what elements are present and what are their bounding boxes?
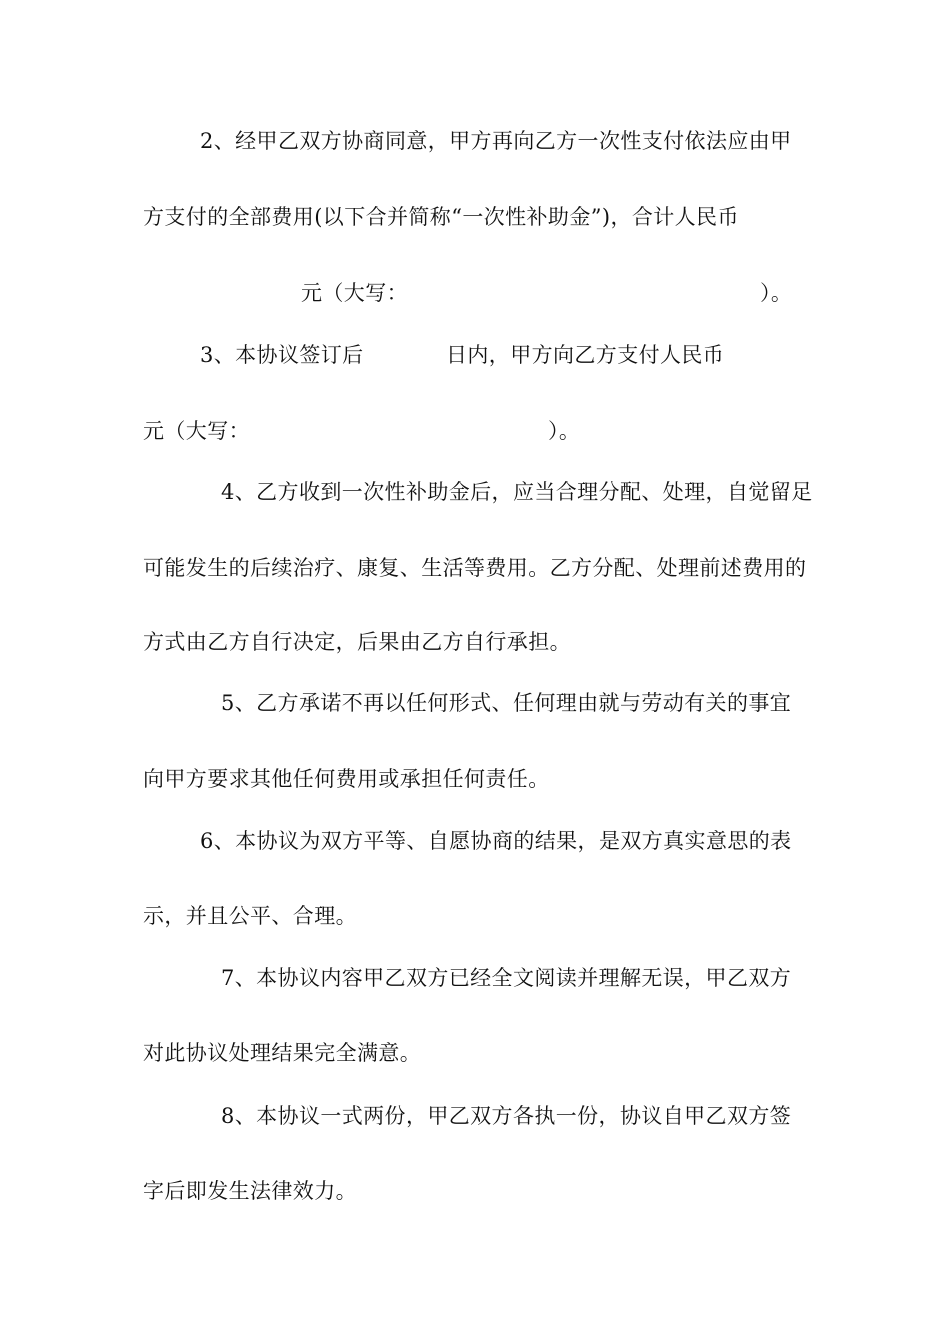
clause-6-line-1: 6、本协议为双方平等、自愿协商的结果，是双方真实意思的表 [200, 829, 792, 853]
clause-2-line-1: 2、经甲乙双方协商同意，甲方再向乙方一次性支付依法应由甲 [200, 129, 792, 153]
clause-2-amount-close: ）。 [760, 281, 793, 305]
clause-5-line-2: 向甲方要求其他任何费用或承担任何责任。 [143, 767, 550, 791]
clause-2-line-2: 方支付的全部费用(以下合并简称“一次性补助金”)，合计人民币 [143, 205, 739, 229]
clause-4-line-3: 方式由乙方自行决定，后果由乙方自行承担。 [143, 630, 571, 654]
clause-8-line-1: 8、本协议一式两份，甲乙双方各执一份，协议自甲乙双方签 [221, 1104, 792, 1128]
clause-3-amount-close: ）。 [548, 419, 581, 443]
clause-7-line-1: 7、本协议内容甲乙双方已经全文阅读并理解无误，甲乙双方 [221, 966, 792, 990]
clause-4-line-1: 4、乙方收到一次性补助金后，应当合理分配、处理，自觉留足 [221, 480, 813, 504]
clause-7-line-2: 对此协议处理结果完全满意。 [143, 1041, 422, 1065]
clause-3-line-1b: 日内，甲方向乙方支付人民币 [446, 343, 725, 367]
clause-2-amount-label: 元（大写： [301, 281, 408, 305]
clause-8-line-2: 字后即发生法律效力。 [143, 1179, 357, 1203]
clause-6-line-2: 示，并且公平、合理。 [143, 904, 357, 928]
clause-5-line-1: 5、乙方承诺不再以任何形式、任何理由就与劳动有关的事宜 [221, 691, 792, 715]
clause-4-line-2: 可能发生的后续治疗、康复、生活等费用。乙方分配、处理前述费用的 [143, 556, 807, 580]
clause-3-amount-label: 元（大写： [143, 419, 250, 443]
clause-3-line-1a: 3、本协议签订后 [200, 343, 364, 367]
